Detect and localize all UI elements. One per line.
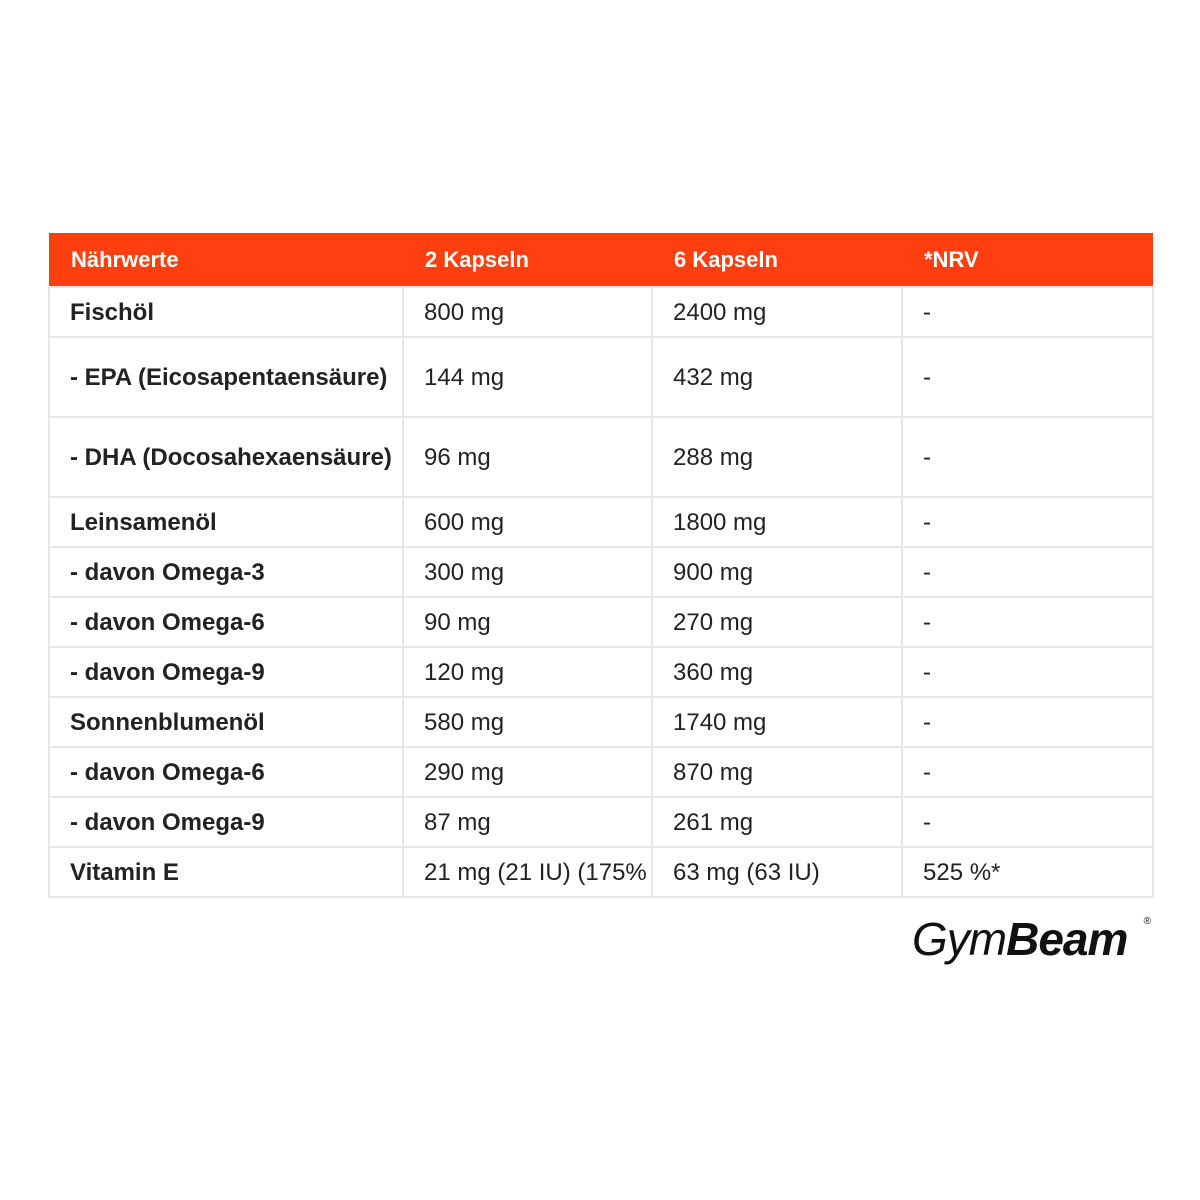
value-nrv: - xyxy=(902,697,1153,747)
nutrient-name: Vitamin E xyxy=(49,847,403,897)
nutrient-name: Fischöl xyxy=(49,287,403,337)
table-row xyxy=(49,547,1153,597)
nutrient-name: Leinsamenöl xyxy=(49,497,403,547)
nutrient-name: - davon Omega-6 xyxy=(49,747,403,797)
value-2-capsules: 290 mg xyxy=(403,747,652,797)
table-row xyxy=(49,697,1153,747)
value-nrv: - xyxy=(902,597,1153,647)
value-2-capsules: 300 mg xyxy=(403,547,652,597)
value-nrv: - xyxy=(902,547,1153,597)
value-2-capsules: 87 mg xyxy=(403,797,652,847)
value-nrv: - xyxy=(902,747,1153,797)
header-2-capsules: 2 Kapseln xyxy=(403,233,652,287)
table-row xyxy=(49,747,1153,797)
value-6-capsules: 2400 mg xyxy=(652,287,902,337)
table-row xyxy=(49,287,1153,337)
table-row xyxy=(49,417,1153,497)
nutrient-name: - davon Omega-9 xyxy=(49,647,403,697)
nutrient-name: - davon Omega-6 xyxy=(49,597,403,647)
value-6-capsules: 63 mg (63 IU) xyxy=(652,847,902,897)
value-2-capsules: 800 mg xyxy=(403,287,652,337)
nutrient-name: - EPA (Eicosapentaensäure) xyxy=(49,337,403,417)
value-nrv: 525 %* xyxy=(902,847,1153,897)
table-header-row xyxy=(49,233,1153,287)
value-2-capsules: 600 mg xyxy=(403,497,652,547)
value-6-capsules: 432 mg xyxy=(652,337,902,417)
value-6-capsules: 1740 mg xyxy=(652,697,902,747)
gymbeam-logo xyxy=(912,912,1157,972)
value-nrv: - xyxy=(902,797,1153,847)
value-2-capsules: 96 mg xyxy=(403,417,652,497)
value-nrv: - xyxy=(902,647,1153,697)
header-nutrients: Nährwerte xyxy=(49,233,403,287)
value-6-capsules: 900 mg xyxy=(652,547,902,597)
table-row xyxy=(49,797,1153,847)
value-nrv: - xyxy=(902,497,1153,547)
table-row xyxy=(49,847,1153,897)
logo-text-beam: Beam xyxy=(1006,913,1128,965)
table-row xyxy=(49,597,1153,647)
value-nrv: - xyxy=(902,287,1153,337)
value-2-capsules: 21 mg (21 IU) (175% xyxy=(403,847,652,897)
value-2-capsules: 120 mg xyxy=(403,647,652,697)
table-row xyxy=(49,337,1153,417)
table-row xyxy=(49,647,1153,697)
nutrient-name: - davon Omega-3 xyxy=(49,547,403,597)
value-6-capsules: 270 mg xyxy=(652,597,902,647)
value-6-capsules: 288 mg xyxy=(652,417,902,497)
value-2-capsules: 90 mg xyxy=(403,597,652,647)
value-nrv: - xyxy=(902,417,1153,497)
registered-mark: ® xyxy=(1143,916,1151,927)
value-6-capsules: 870 mg xyxy=(652,747,902,797)
nutrition-table xyxy=(48,233,1154,898)
value-6-capsules: 1800 mg xyxy=(652,497,902,547)
header-nrv: *NRV xyxy=(902,233,1153,287)
nutrient-name: - DHA (Docosahexaensäure) xyxy=(49,417,403,497)
value-nrv: - xyxy=(902,337,1153,417)
logo-text-gym: Gym xyxy=(912,913,1007,965)
nutrient-name: - davon Omega-9 xyxy=(49,797,403,847)
table-row xyxy=(49,497,1153,547)
nutrient-name: Sonnenblumenöl xyxy=(49,697,403,747)
value-2-capsules: 144 mg xyxy=(403,337,652,417)
value-6-capsules: 360 mg xyxy=(652,647,902,697)
value-6-capsules: 261 mg xyxy=(652,797,902,847)
header-6-capsules: 6 Kapseln xyxy=(652,233,902,287)
value-2-capsules: 580 mg xyxy=(403,697,652,747)
